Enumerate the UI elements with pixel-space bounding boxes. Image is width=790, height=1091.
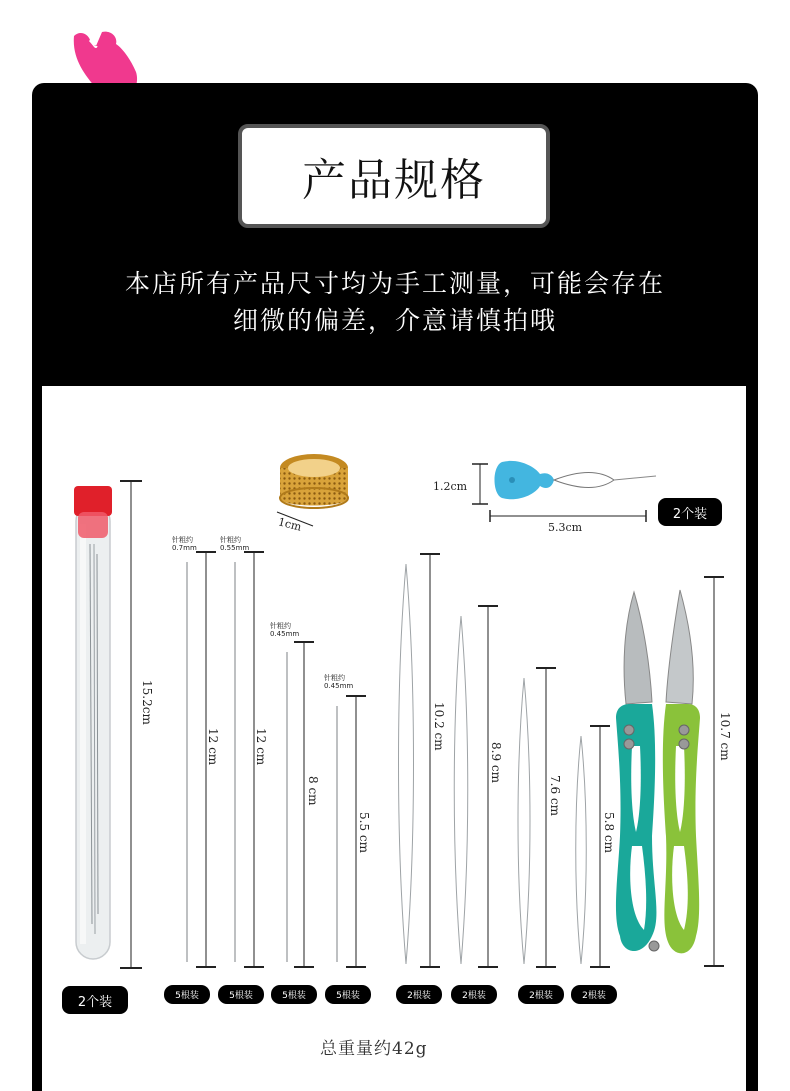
needle-2-thickness-label: 针粗约 [220,536,241,544]
beading-needle-1-dimension-line [418,552,442,970]
needle-1-thickness: 0.7mm [172,544,197,552]
beading-needle-1-pack: 2根装 [396,985,442,1004]
beading-needle-3-length: 7.6 cm [548,775,562,816]
beading-needle-2-pack: 2根装 [451,985,497,1004]
needle-4-pack: 5根装 [325,985,371,1004]
beading-needle-3-dimension-line [534,666,558,970]
needle-3-pack: 5根装 [271,985,317,1004]
thimble-size-label: 1cm [276,515,303,534]
total-weight: 总重量约42g [320,1039,428,1059]
blue-threader-image [490,456,660,504]
beading-needle-1-length: 10.2 cm [432,702,446,751]
needle-3-thickness: 0.45mm [270,630,300,638]
threader-height-label: 1.2cm [433,480,468,493]
beading-needle-4-length: 5.8 cm [602,812,616,853]
needle-1-length: 12 cm [206,728,220,766]
needle-1-pack: 5根装 [164,985,210,1004]
scissors-image [612,586,704,966]
disclaimer-line-2: 细微的偏差，介意请慎拍哦 [232,306,557,335]
needle-2-length: 12 cm [254,728,268,766]
beading-needle-2-dimension-line [476,604,500,970]
tube-pack-badge: 2个装 [62,986,128,1014]
disclaimer-line-1: 本店所有产品尺寸均为手工测量，可能会存在 [124,269,665,298]
needle-4 [332,704,342,966]
needle-2-pack: 5根装 [218,985,264,1004]
tube-dimension-line [118,478,144,972]
thimble-image [272,446,354,518]
beading-needle-3-pack: 2根装 [518,985,564,1004]
needle-1-thickness-label: 针粗约 [172,536,193,544]
needle-4-thickness: 0.45mm [324,682,354,690]
beading-needle-4-pack: 2根装 [571,985,617,1004]
beading-needle-2 [450,614,472,966]
page-title: 产品规格 [302,155,486,206]
beading-needle-3 [514,676,534,966]
scissors-length: 10.7 cm [718,712,732,761]
needle-3 [282,650,292,965]
needle-4-thickness-label: 针粗约 [324,674,345,682]
needle-tube [68,484,118,964]
beading-needle-1 [394,562,418,966]
scissors-dimension-line [702,574,726,970]
tube-length-label: 15.2cm [140,680,154,725]
needle-3-thickness-label: 针粗约 [270,622,291,630]
threader-width-label: 5.3cm [548,521,583,534]
threader-height-line [470,462,490,506]
needle-2 [230,560,240,965]
needle-4-length: 5.5 cm [357,812,371,853]
needle-1 [182,560,192,965]
needle-3-length: 8 cm [306,776,320,806]
needle-2-thickness: 0.55mm [220,544,250,552]
threader-pack-badge: 2个装 [658,498,722,526]
title-box [238,124,550,228]
beading-needle-2-length: 8.9 cm [489,742,503,783]
